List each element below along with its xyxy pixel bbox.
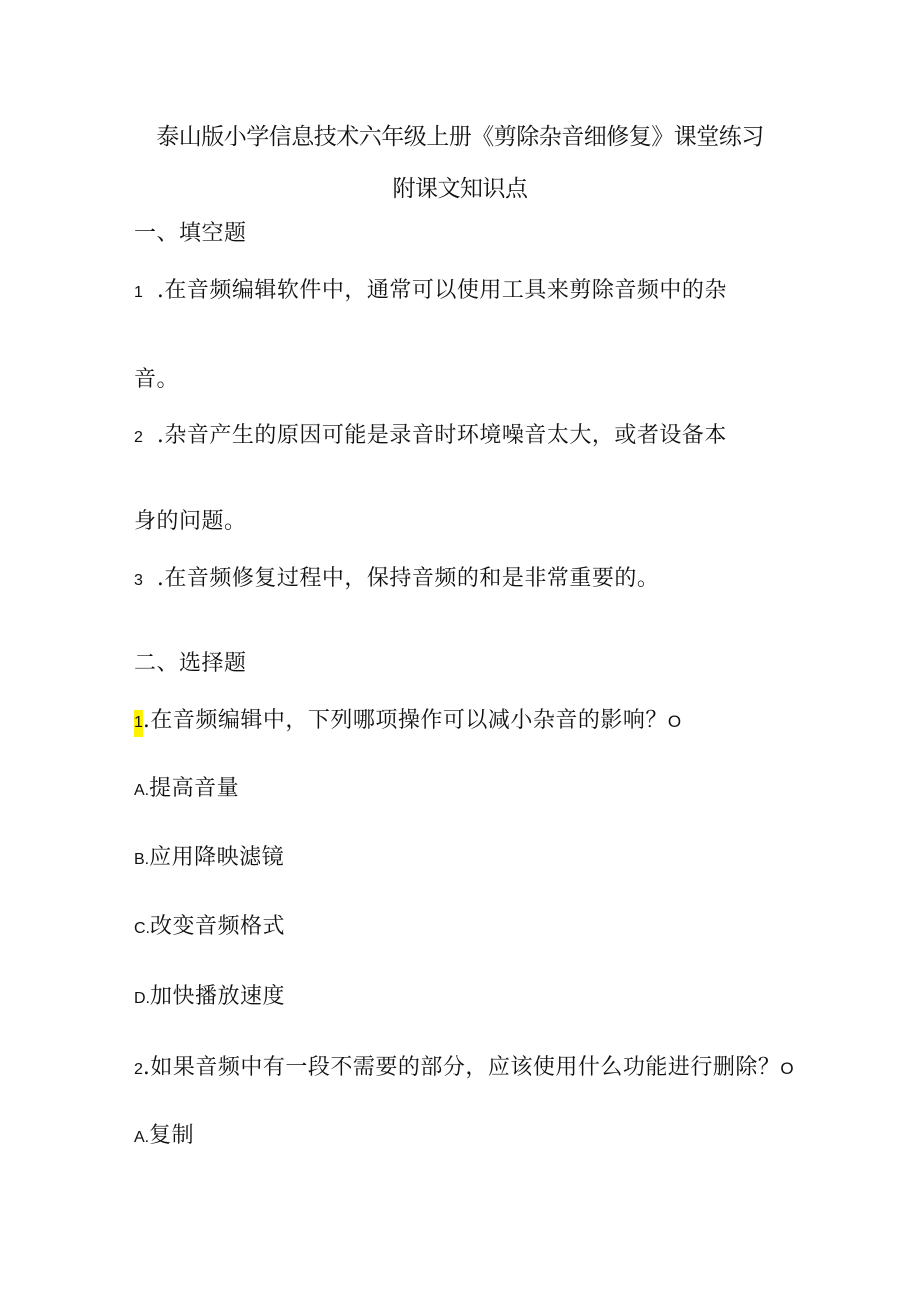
option-text: 应用降映滤镜 (149, 845, 285, 870)
choice-option-c (134, 909, 285, 940)
choice-question-1 (134, 703, 681, 734)
question-number: 1 (134, 284, 143, 301)
question-text: .在音频修复过程中，保持音频的和是非常重要的。 (156, 566, 660, 591)
option-letter: C. (134, 920, 150, 937)
choice-option-d (134, 979, 285, 1010)
question-number: 2 (134, 429, 143, 446)
question-number: 2 (134, 1061, 143, 1078)
question-number-highlighted: 1 (134, 710, 143, 737)
option-text: 复制 (149, 1123, 195, 1148)
question-text: .如果音频中有一段不需要的部分，应该使用什么功能进行删除？ (142, 1055, 781, 1080)
question-text: .在音频编辑中，下列哪项操作可以减小杂音的影响？ (142, 708, 668, 733)
choice-option-b (134, 840, 284, 871)
fill-blank-question-1 (134, 273, 727, 304)
choice-option-a (134, 771, 239, 802)
choice-option-a-q2 (134, 1118, 194, 1149)
document-title-line1: 泰山版小学信息技术六年级上册《剪除杂音细修复》课堂练习 (156, 124, 764, 150)
section-heading-multiple-choice: 二、选择题 (134, 651, 247, 676)
question-number: 3 (134, 572, 143, 589)
choice-question-2 (134, 1050, 794, 1081)
fill-blank-question-1-continued: 音。 (134, 367, 180, 392)
question-tail-mark: O (780, 1059, 794, 1078)
option-letter: D. (134, 990, 150, 1007)
question-text: .在音频编辑软件中，通常可以使用工具来剪除音频中的杂 (156, 278, 727, 303)
option-text: 加快播放速度 (150, 984, 286, 1009)
option-letter: A. (134, 782, 150, 799)
question-text: .杂音产生的原因可能是录音时环境噪音太大，或者设备本 (156, 423, 727, 448)
option-text: 改变音频格式 (150, 914, 286, 939)
option-letter: B. (134, 851, 150, 868)
question-tail-mark: O (667, 712, 682, 731)
option-text: 提高音量 (149, 776, 240, 801)
document-title-line2: 附课文知识点 (392, 176, 528, 202)
section-heading-fill-blank: 一、填空题 (134, 221, 247, 246)
option-letter: A. (134, 1129, 150, 1146)
fill-blank-question-2-continued: 身的问题。 (134, 509, 247, 534)
fill-blank-question-2 (134, 418, 727, 449)
fill-blank-question-3 (134, 561, 659, 592)
